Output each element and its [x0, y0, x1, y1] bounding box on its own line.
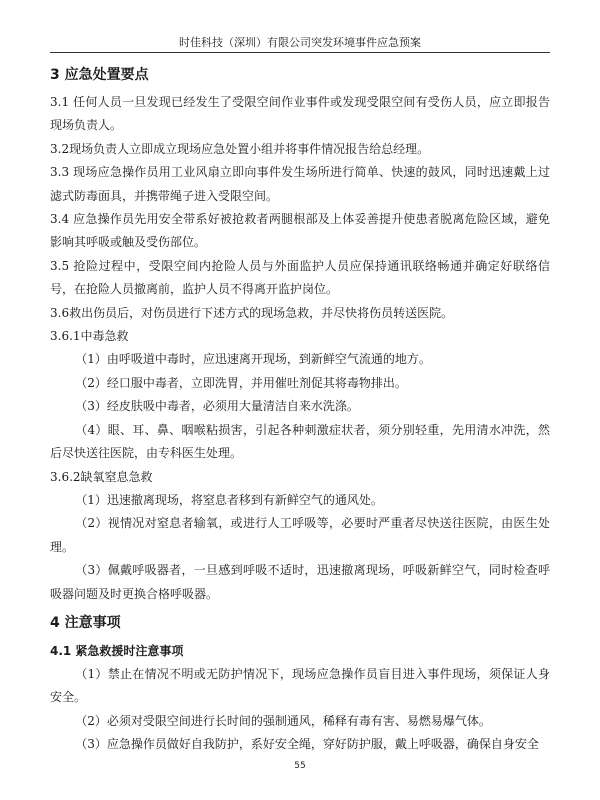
list-item-suffocation-2: （2）视情况对窒息者输氧，或进行人工呼吸等，必要时严重者尽快送往医院，由医生处理。 [50, 516, 550, 554]
list-item-poison-4: （4）眼、耳、鼻、咽喉粘损害，引起各种刺激症状者，须分别轻重，先用清水冲洗，然后尽快送往医院，由专科医生处理。 [50, 422, 550, 461]
paragraph-3-4: 3.4 应急操作员先用安全带系好被抢救者两腿根部及上体妥善提升使患者脱离危险区域，避免影响其呼吸或触及受伤部位。 [50, 212, 550, 250]
section-4-heading: 4 注意事项 [50, 614, 121, 631]
paragraph-3-6: 3.6救出伤员后，对伤员进行下述方式的现场急救，并尽快将伤员转送医院。 [50, 305, 454, 320]
page-content [50, 60, 550, 757]
list-item-poison-3: （3）经皮肤吸中毒者，必须用大量清洁自来水洗涤。 [75, 399, 359, 414]
document-header: 时佳科技（深圳）有限公司突发环境事件应急预案 [50, 34, 550, 53]
list-item-caution-3: （3）应急操作员做好自我防护，系好安全绳，穿好防护服，戴上呼吸器，确保自身安全 [75, 737, 539, 752]
list-item-caution-1: （1）禁止在情况不明或无防护情况下，现场应急操作员盲目进入事件现场，须保证人身安全。 [50, 666, 550, 705]
paragraph-3-3: 3.3 现场应急操作员用工业风扇立即向事件发生场所进行简单、快速的鼓风，同时迅速戴上过滤式防毒面具，并携带绳子进入受限空间。 [50, 165, 550, 203]
list-item-poison-2: （2）经口服中毒者，立即洗胃，并用催吐剂促其将毒物排出。 [75, 375, 407, 390]
paragraph-3-5: 3.5 抢险过程中，受限空间内抢险人员与外面监护人员应保持通讯联络畅通并确定好联络信号，在抢险人员撤离前，监护人员不得离开监护岗位。 [50, 258, 550, 297]
list-item-suffocation-3: （3）佩戴呼吸器者，一旦感到呼吸不适时，迅速撤离现场，呼吸新鲜空气，同时检查呼吸器问题及时更换合格呼吸器。 [50, 563, 550, 601]
page-number: 55 [294, 761, 306, 771]
subsection-4-1-heading: 4.1 紧急救援时注意事项 [50, 643, 184, 658]
paragraph-3-1: 3.1 任何人员一旦发现已经发生了受限空间作业事件或发现受限空间有受伤人员，应立即报告现场负责人。 [50, 95, 550, 133]
subsection-3-6-2-heading: 3.6.2缺氧窒息急救 [50, 469, 153, 484]
list-item-suffocation-1: （1）迅速撤离现场，将窒息者移到有新鲜空气的通风处。 [75, 492, 383, 507]
section-3-heading: 3 应急处置要点 [50, 67, 149, 83]
paragraph-3-2: 3.2现场负责人立即成立现场应急处置小组并将事件情况报告给总经理。 [50, 141, 430, 156]
subsection-3-6-1-heading: 3.6.1中毒急救 [50, 329, 129, 344]
list-item-poison-1: （1）由呼吸道中毒时，应迅速离开现场，到新鲜空气流通的地方。 [75, 352, 431, 367]
list-item-caution-2: （2）必须对受限空间进行长时间的强制通风，稀释有毒有害、易燃易爆气体。 [75, 713, 491, 728]
